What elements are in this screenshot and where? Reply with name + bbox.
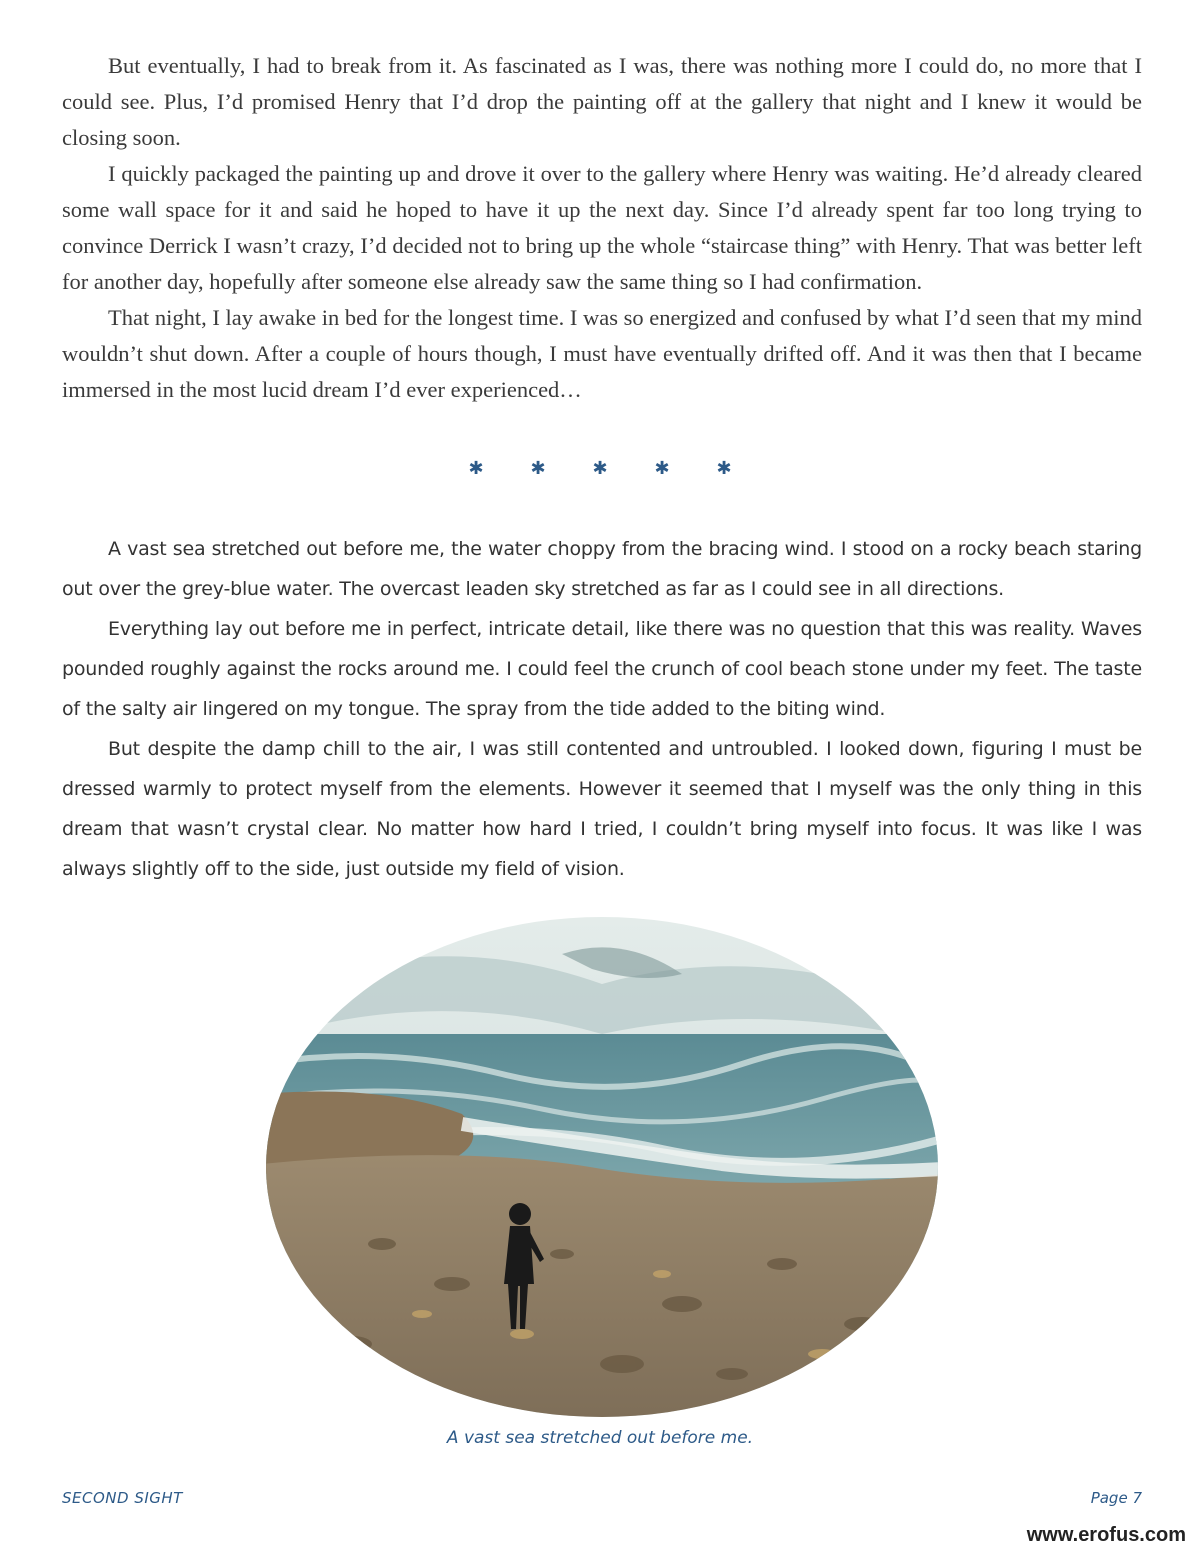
divider-star-icon: ✱ xyxy=(530,458,546,479)
paragraph-3: That night, I lay awake in bed for the longest time. I was so energized and confused by what I’d seen that my mind wouldn’t shut down. After a couple of hours though, I must have eventually drifted off. And it was then that I became immersed in the most lucid dream I’d ever experienced… xyxy=(62,305,1142,402)
beach xyxy=(262,1155,942,1420)
dream-paragraph-3: But despite the damp chill to the air, I was still contented and untroubled. I looked down, figuring I must be dressed warmly to protect myself from the elements. However it seemed that I myself was the only thing in this dream that wasn’t crystal clear. No matter how hard I tried, I couldn’t bring myself into focus. It was like I was always slightly off to the side, just outside my field of vision. xyxy=(62,738,1142,880)
divider-star-icon: ✱ xyxy=(468,458,484,479)
paragraph-1: But eventually, I had to break from it. As fascinated as I was, there was nothing more I could do, no more that I could see. Plus, I’d promised Henry that I’d drop the painting off at the gallery that night and I knew it would be closing soon. xyxy=(62,53,1142,150)
page-number: Page 7 xyxy=(1090,1489,1142,1507)
dream-paragraph-1: A vast sea stretched out before me, the water choppy from the bracing wind. I stood on a rocky beach staring out over the grey-blue water. The overcast leaden sky stretched as far as I could see in all directions. xyxy=(62,538,1142,600)
section-divider xyxy=(0,458,1200,479)
beach-illustration xyxy=(262,914,942,1420)
divider-star-icon: ✱ xyxy=(592,458,608,479)
dream-paragraph-2: Everything lay out before me in perfect, intricate detail, like there was no question that this was reality. Waves pounded roughly against the rocks around me. I could feel the crunch of cool beach stone under my feet. The taste of the salty air lingered on my tongue. The spray from the tide added to the biting wind. xyxy=(62,618,1142,720)
serif-text-section xyxy=(62,48,1142,408)
divider-star-icon: ✱ xyxy=(716,458,732,479)
book-title: SECOND SIGHT xyxy=(62,1489,183,1507)
watermark: www.erofus.com xyxy=(1026,1524,1186,1546)
divider-star-icon: ✱ xyxy=(654,458,670,479)
paragraph-2: I quickly packaged the painting up and drove it over to the gallery where Henry was waiting. He’d already cleared some wall space for it and said he hoped to have it up the next day. Since I’d already spent far too long trying to convince Derrick I wasn’t crazy, I’d decided not to bring up the whole “staircase thing” with Henry. That was better left for another day, hopefully after someone else already saw the same thing so I had confirmation. xyxy=(62,161,1142,294)
illustration-caption: A vast sea stretched out before me. xyxy=(446,1428,754,1448)
dream-text-section xyxy=(62,529,1142,889)
